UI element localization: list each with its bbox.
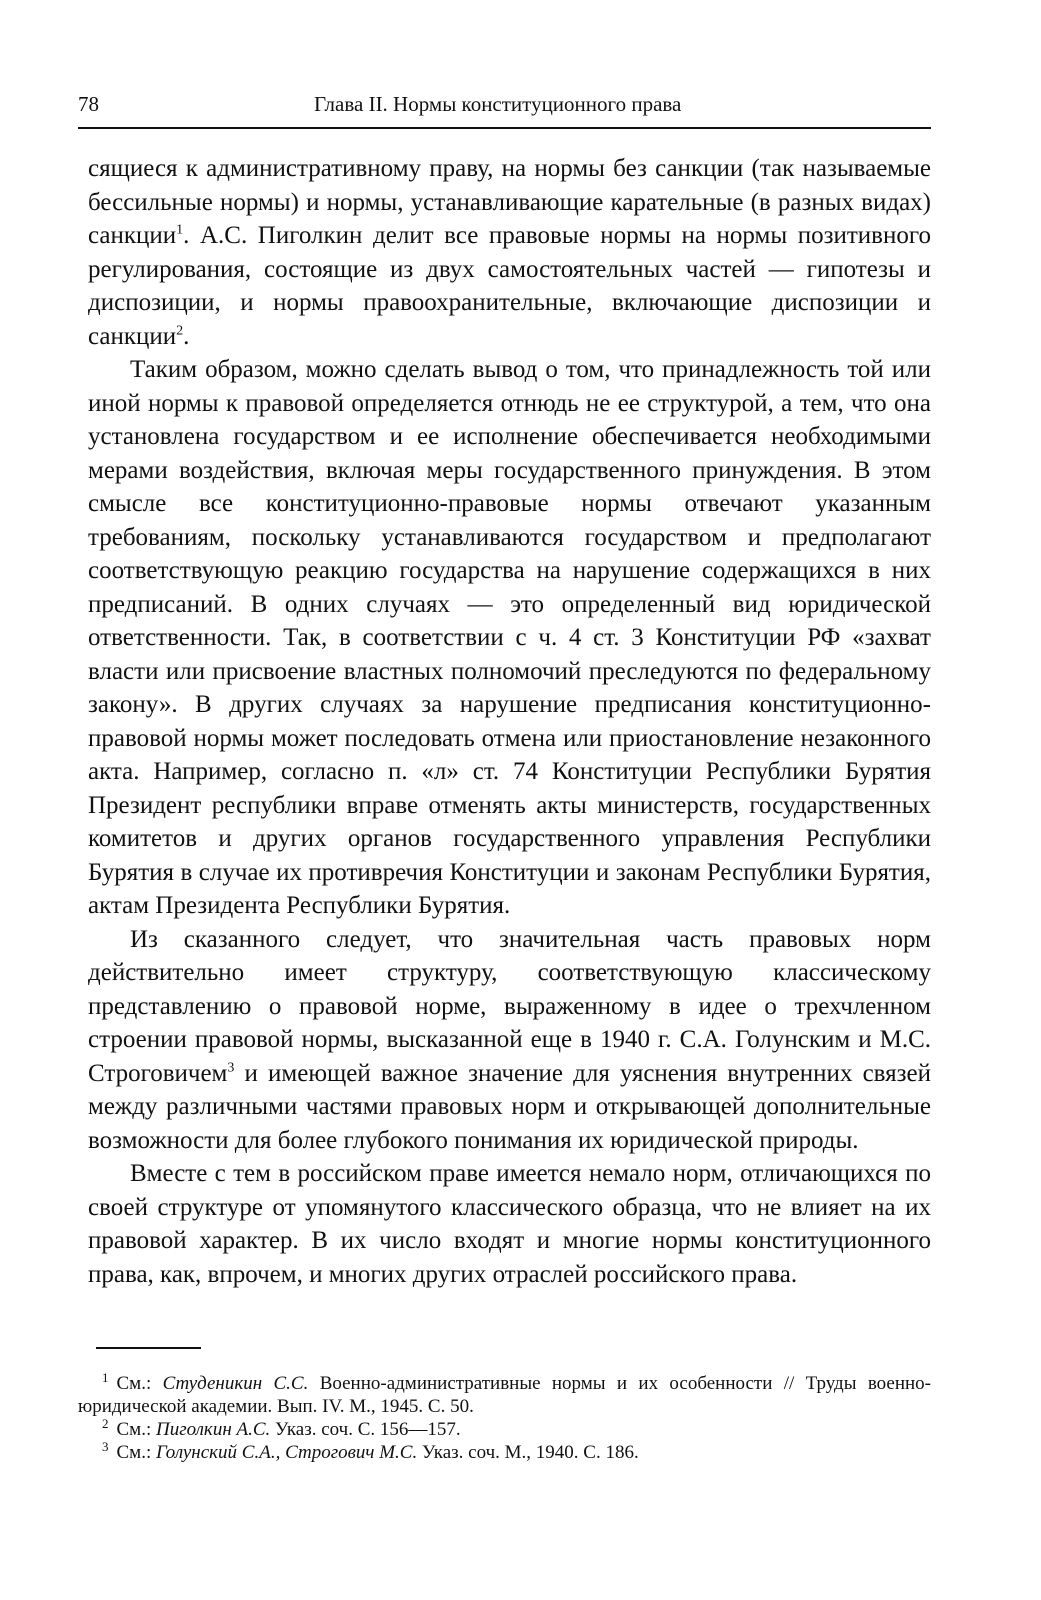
footnote-prefix: См.: (116, 1419, 156, 1440)
paragraph-2 (88, 353, 931, 923)
paragraph-text: сящиеся к административному праву, на нормы без санкции (так называемые бессильные нормы) и нормы, устанавливающие карательные (в разных видах) санкции (88, 155, 931, 249)
footnote-text: Указ. соч. С. 156—157. (270, 1419, 461, 1440)
footnote-ref-1: 1 (176, 222, 184, 238)
paragraph-1 (88, 152, 931, 353)
footnote-prefix: См.: (116, 1442, 156, 1463)
paragraph-text: Вместе с тем в российском праве имеется немало норм, отличающихся по своей структуре от упомянутого классического образца, что не влияет на их правовой характер. В их число входят и многие нормы конституционного права, как, впрочем, и многих других отраслей российского права. (88, 1160, 931, 1288)
footnote-mark: 1 (102, 1369, 109, 1385)
footnote-text: Военно-административные нормы и их особенности // Труды военно-юридической академии. Вып. IV. М., 1945. С. 50. (78, 1373, 932, 1417)
paragraph-3 (88, 923, 931, 1158)
paragraph-4 (88, 1157, 931, 1291)
paragraph-text: и имеющей важное значение для уяснения внутренних связей между различными частями правовых норм и открывающей дополнительные возможности для более глубокого понимания их юридической природы. (88, 1059, 931, 1154)
footnote-separator (96, 1347, 201, 1349)
footnote-3 (78, 1438, 931, 1464)
body-text (88, 152, 931, 1291)
footnotes (78, 1369, 932, 1464)
paragraph-text: Из сказанного следует, что значительная часть правовых норм действительно имеет структуру, соответствующую классическому представлению о правовой норме, выраженному в идее о трехчленном строении правовой нормы, высказанной еще в 1940 г. С.А. Голунским и М.С. Строговичем (88, 925, 931, 1087)
footnote-2 (78, 1415, 931, 1441)
footnote-prefix: См.: (116, 1373, 163, 1394)
footnote-author: Голунский С.А., Строгович М.С. (155, 1442, 418, 1463)
paragraph-text: Таким образом, можно сделать вывод о том, что принадлежность той или иной нормы к правовой определяется отнюдь не ее структурой, а тем, что она установлена государством и ее исполнение обеспечивается необходимыми мерами воздействия, включая меры государственного принуждения. В этом смысле все конституционно-правовые нормы отвечают указанным требованиям, поскольку устанавливаются государством и предполагают соответствующую реакцию государства на нарушение содержащихся в них предписаний. В одних случаях — это определенный вид юридической ответственности. Так, в соответствии с ч. 4 ст. 3 Конституции РФ «захват власти или присвоение властных полномочий преследуются по федеральному закону». В других случаях за нарушение предписания конституционно-правовой нормы может последовать отмена или приостановление незаконного акта. Например, согласно п. «л» ст. 74 Конституции Республики Бурятия Президент республики вправе отменять акты министерств, государственных комитетов и других органов государственного управления Республики Бурятия в случае их противречия Конституции и законам Республики Бурятия, актам Президента Республики Бурятия. (88, 356, 931, 919)
page-header (78, 92, 931, 122)
paragraph-text: . (183, 322, 190, 350)
footnote-mark: 3 (102, 1438, 109, 1454)
footnote-mark: 2 (102, 1415, 109, 1431)
page-number: 78 (78, 92, 99, 116)
header-rule (78, 127, 931, 129)
footnote-1 (78, 1369, 932, 1418)
footnote-ref-3: 3 (227, 1060, 235, 1076)
paragraph-text: . А.С. Пиголкин делит все правовые нормы на нормы позитивного регулирования, состоящие из двух самостоятельных частей — гипотезы и диспозиции, и нормы правоохранительные, включающие диспозиции и санкции (88, 222, 931, 350)
footnote-author: Пиголкин А.С. (155, 1419, 271, 1440)
footnote-author: Студеникин С.С. (162, 1373, 309, 1394)
footnote-text: Указ. соч. М., 1940. С. 186. (417, 1442, 639, 1463)
running-title: Глава II. Нормы конституционного права (314, 92, 682, 116)
footnote-ref-2: 2 (176, 323, 184, 339)
